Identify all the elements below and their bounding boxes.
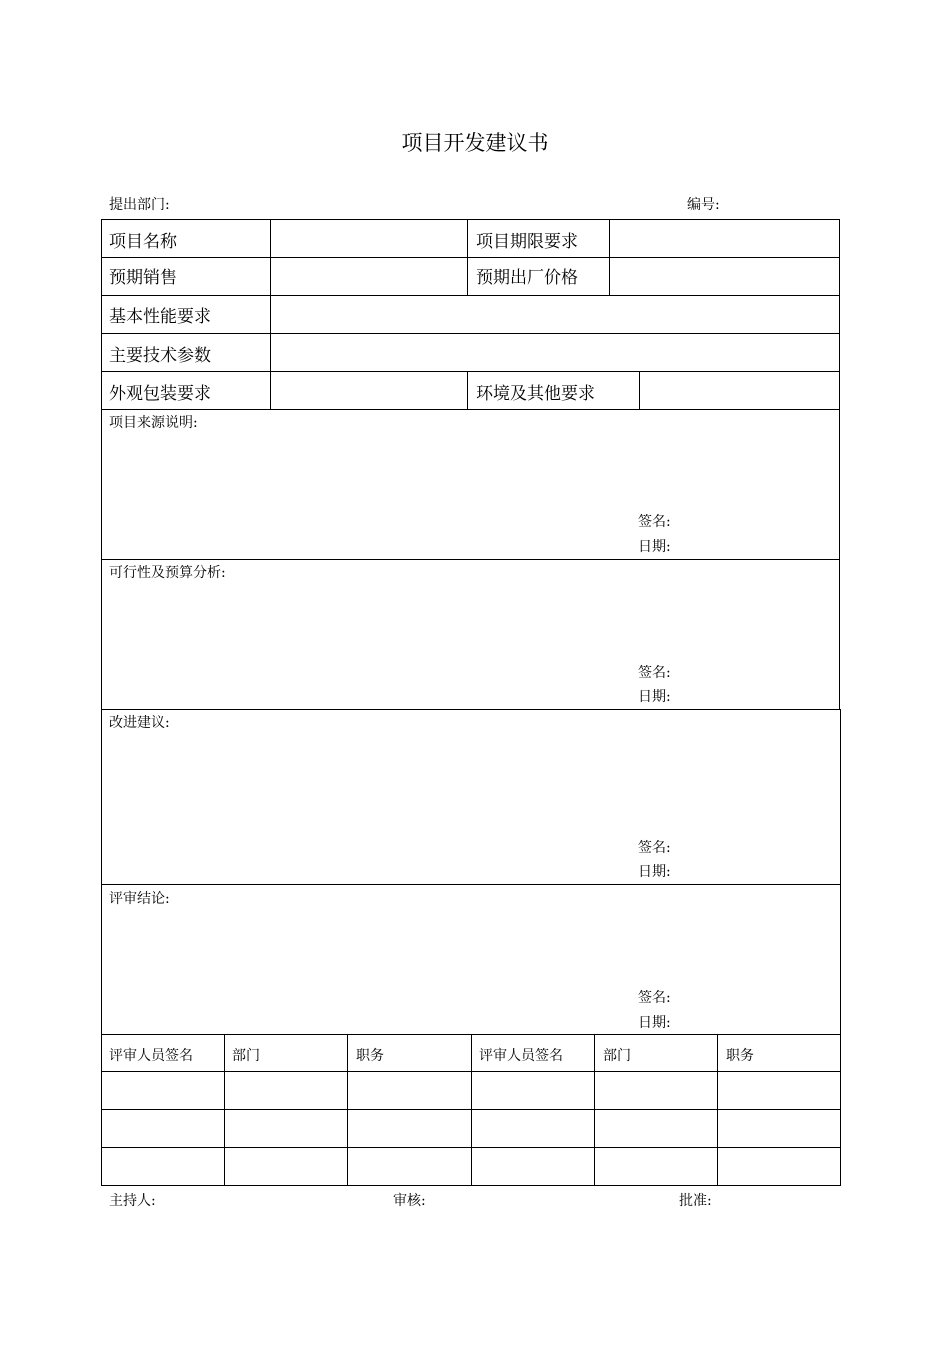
- divider: [467, 219, 468, 258]
- factory-price-label: 预期出厂价格: [476, 268, 578, 288]
- section-improvement[interactable]: [101, 709, 841, 885]
- packaging-label: 外观包装要求: [109, 384, 211, 404]
- project-name-field[interactable]: [271, 220, 466, 257]
- performance-label: 基本性能要求: [109, 307, 211, 327]
- feasibility-label: 可行性及预算分析:: [109, 565, 226, 581]
- header-reviewer-sign: 评审人员签名: [109, 1048, 193, 1064]
- header-position: 职务: [356, 1048, 384, 1064]
- performance-field[interactable]: [271, 296, 839, 333]
- page-title: 项目开发建议书: [401, 131, 549, 155]
- table-col-divider: [717, 1034, 718, 1186]
- source-date-label: 日期:: [638, 539, 671, 555]
- environment-label: 环境及其他要求: [476, 384, 595, 404]
- section-source[interactable]: [101, 409, 840, 560]
- improvement-date-label: 日期:: [638, 864, 671, 880]
- source-sign-label: 签名:: [638, 514, 671, 530]
- header-department: 部门: [603, 1048, 631, 1064]
- improvement-label: 改进建议:: [109, 715, 170, 731]
- header-department: 部门: [232, 1048, 260, 1064]
- conclusion-date-label: 日期:: [638, 1015, 671, 1031]
- feasibility-sign-label: 签名:: [638, 665, 671, 681]
- section-conclusion[interactable]: [101, 884, 841, 1035]
- deadline-label: 项目期限要求: [476, 232, 578, 252]
- header-reviewer-sign: 评审人员签名: [479, 1048, 563, 1064]
- divider: [467, 371, 468, 410]
- table-col-divider: [471, 1034, 472, 1186]
- approve-label: 批准:: [679, 1193, 712, 1209]
- dept-label: 提出部门:: [109, 197, 170, 213]
- header-position: 职务: [726, 1048, 754, 1064]
- review-label: 审核:: [393, 1193, 426, 1209]
- environment-field[interactable]: [640, 372, 839, 409]
- divider: [467, 257, 468, 296]
- project-name-label: 项目名称: [109, 232, 177, 252]
- packaging-field[interactable]: [271, 372, 466, 409]
- tech-params-label: 主要技术参数: [109, 346, 211, 366]
- tech-params-field[interactable]: [271, 334, 839, 371]
- deadline-field[interactable]: [610, 220, 839, 257]
- table-col-divider: [347, 1034, 348, 1186]
- table-col-divider: [224, 1034, 225, 1186]
- expected-sales-field[interactable]: [271, 258, 466, 295]
- table-col-divider: [594, 1034, 595, 1186]
- factory-price-field[interactable]: [610, 258, 839, 295]
- conclusion-label: 评审结论:: [109, 891, 170, 907]
- conclusion-sign-label: 签名:: [638, 990, 671, 1006]
- number-label: 编号:: [687, 197, 720, 213]
- improvement-sign-label: 签名:: [638, 840, 671, 856]
- expected-sales-label: 预期销售: [109, 268, 177, 288]
- host-label: 主持人:: [109, 1193, 156, 1209]
- feasibility-date-label: 日期:: [638, 689, 671, 705]
- source-label: 项目来源说明:: [109, 415, 198, 431]
